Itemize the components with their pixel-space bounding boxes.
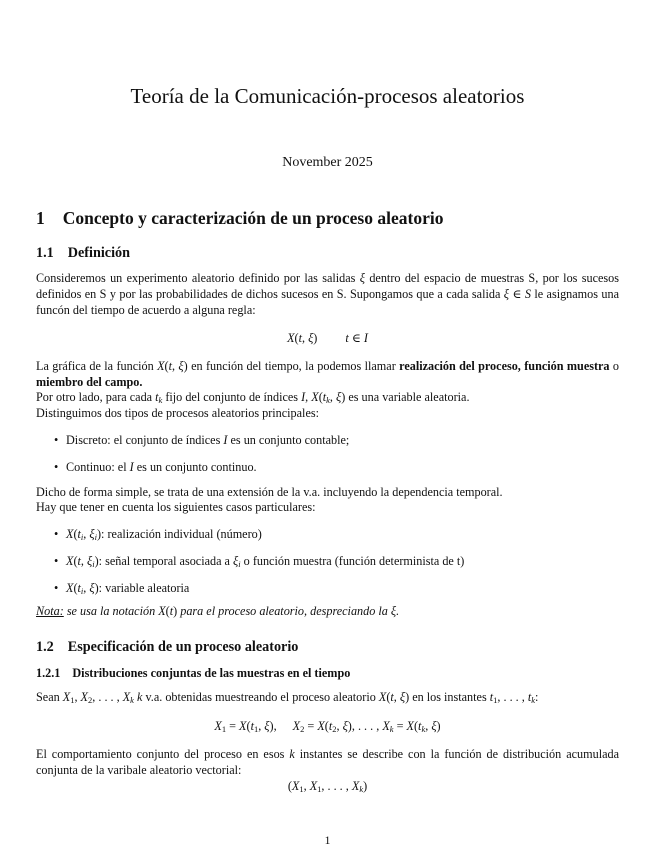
list-particular-cases: [54, 526, 614, 596]
paragraph-realization: La gráfica de la función X(t, ξ) en función del tiempo, la podemos llamar realización del proceso, función muestra o miembro del campo.: [36, 359, 619, 389]
section-heading-1: 1 Concepto y caracterización de un proceso aleatorio: [36, 208, 444, 228]
document-title: Teoría de la Comunicación-procesos aleatorios: [130, 84, 525, 108]
equation-samples: $X_1 = X(t_1$, ξ), $X_2 = X(t_2$, ξ), . . . , $X_k = X(t_k$, ξ): [214, 719, 441, 734]
list-item: • $X(t_i$, $\xi_i$): realización individual (número): [54, 527, 262, 542]
paragraph-cases-intro: Hay que tener en cuenta los siguientes casos particulares:: [36, 500, 316, 514]
list-item: • X(t, $\xi_i$): señal temporal asociada a $\xi_i$ o función muestra (función determinista de t): [54, 554, 465, 569]
equation-vector: ($X_1$, $X_1$, . . . , $X_k$): [287, 779, 368, 794]
list-item: • Discreto: el conjunto de índices I es un conjunto contable;: [54, 433, 350, 447]
paragraph-fixed-index: Por otro lado, para cada $t_k$ fijo del conjunto de índices I, $X(t_k$, ξ) es una variable aleatoria.: [36, 390, 470, 405]
subsubsection-heading-1-2-1: 1.2.1 Distribuciones conjuntas de las muestras en el tiempo: [36, 666, 351, 680]
paragraph-joint-behavior: El comportamiento conjunto del proceso en esos k instantes se describe con la función de distribución acumulada conjunta de la varibale aleatorio vectorial:: [36, 747, 619, 777]
paragraph-definition: Consideremos un experimento aleatorio definido por las salidas ξ dentro del espacio de muestras S, por los sucesos definidos en S y por las probabilidades de dichos sucesos en S. Supongamos que a cada salida ξ ∈ S le asignamos una funcón del tiempo de acuerdo a alguna regla:: [36, 271, 619, 317]
paragraph-types-intro: Distinguimos dos tipos de procesos aleatorios principales:: [36, 406, 319, 420]
subsection-heading-1-2: 1.2 Especificación de un proceso aleatorio: [36, 639, 299, 655]
paragraph-summary: Dicho de forma simple, se trata de una extensión de la v.a. incluyendo la dependencia temporal.: [36, 485, 503, 499]
page-number: 1: [324, 833, 331, 847]
note: Nota: se usa la notación X(t) para el proceso aleatorio, despreciando la ξ.: [36, 604, 400, 618]
list-item: • $X(t_i$, ξ): variable aleatoria: [54, 581, 190, 596]
subsection-heading-1-1: 1.1 Definición: [36, 245, 130, 261]
document-date: November 2025: [282, 155, 373, 170]
list-process-types: [54, 432, 614, 475]
equation-process: X(t, ξ) t ∈ I: [287, 331, 368, 345]
paragraph-sampling: Sean $X_1$, $X_2$, . . . , $X_k$ k v.a. obtenidas muestreando el proceso aleatorio X(t, ξ) en los instantes $t_1$, . . . , $t_k$:: [36, 690, 539, 705]
list-item: • Continuo: el I es un conjunto continuo.: [54, 460, 257, 474]
